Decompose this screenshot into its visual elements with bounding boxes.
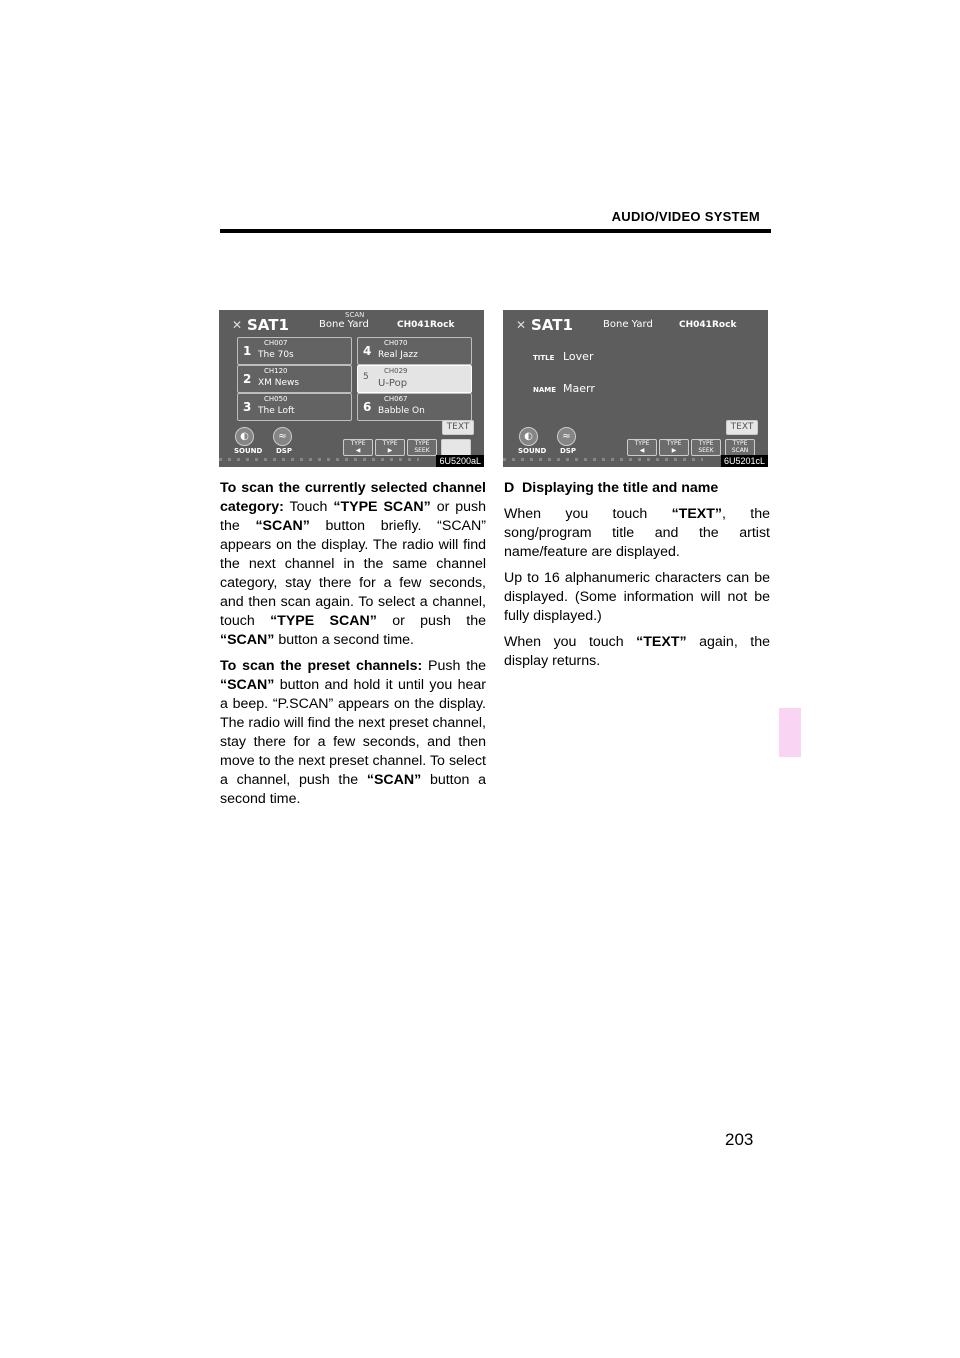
type-label: TYPE [382,440,398,447]
preset-number: 3 [243,400,252,414]
preset-channel: CH120 [264,367,288,375]
text-run: button and hold it until you hear a beep. “P.SCAN” appears on the display. The radio will find the next preset channel, stay there for a few seconds, and then move to the next preset channel. To select a channel, push the [220,677,486,788]
type-label: TYPE [350,440,366,447]
text-run: When you touch [504,506,672,522]
section-title: AUDIO/VIDEO SYSTEM [611,209,760,224]
sound-label: SOUND [234,447,263,455]
key-term: “SCAN” [220,677,275,693]
scan-category-paragraph [220,479,486,650]
type-label: TYPE [414,440,430,447]
characters-paragraph: Up to 16 alphanumeric characters can be displayed. (Some information will not be fully displayed.) [504,570,770,624]
key-term: “TEXT” [671,506,723,522]
key-term: “SCAN” [366,772,422,788]
dsp-label: DSP [276,447,292,455]
preset-channel: CH050 [264,395,288,403]
preset-number: 1 [243,344,252,358]
preset-number: 2 [243,372,252,386]
preset-button-6[interactable] [357,393,472,421]
text-run: When you touch [504,634,637,650]
scan-indicator: SCAN [345,311,365,319]
channel-category: Rock [712,320,737,330]
text-run: Touch [283,499,334,515]
preset-button-5[interactable] [357,365,472,393]
type-seek-button[interactable] [691,439,721,456]
text-button[interactable]: TEXT [726,420,758,435]
type-seek-button[interactable] [407,439,437,456]
type-scan-button[interactable] [441,439,471,456]
preset-name: U-Pop [378,378,408,389]
text-run: button briefly. “SCAN” appears on the display. The radio will find the next channel in the same channel category, stay there for a few seconds, and then scan again. To select a channel, touch [220,518,486,629]
figure-code: 6U5201cL [721,455,768,467]
name-value: Maerr [563,382,595,395]
heading-text: Displaying the title and name [522,480,719,496]
text-run: or push the [376,613,486,629]
dsp-icon: ≈ [562,431,571,442]
seek-label: SEEK [698,447,714,454]
preset-name: Babble On [378,406,425,416]
preset-number: 5 [363,372,369,382]
preset-name: The Loft [258,406,295,416]
sound-button[interactable] [519,427,538,446]
right-arrow-icon: ▶ [671,447,677,454]
text-run: Push the [422,658,486,674]
sound-icon: ◐ [524,431,533,442]
channel-number: CH041 [397,320,430,330]
screen-footer-line [503,458,703,461]
preset-number: 6 [363,400,372,414]
preset-channel: CH007 [264,339,288,347]
text-button[interactable]: TEXT [442,420,474,435]
header-rule [220,229,771,233]
type-scan-button[interactable] [725,439,755,456]
side-tab [779,708,801,757]
left-column-text [220,479,486,816]
lead-heading: To scan the preset channels: [220,658,423,674]
left-arrow-icon: ◀ [639,447,645,454]
type-right-button[interactable] [375,439,405,456]
type-label: TYPE [698,440,714,447]
preset-button-4[interactable] [357,337,472,365]
text-display-paragraph [504,505,770,562]
type-left-button[interactable] [627,439,657,456]
band-label: SAT1 [531,316,573,334]
left-arrow-icon: ◀ [355,447,361,454]
type-right-button[interactable] [659,439,689,456]
channel-category: Rock [430,320,455,330]
satellite-icon: ✕ [516,318,527,332]
page-number: 203 [725,1130,754,1149]
band-label: SAT1 [247,316,289,334]
type-label: TYPE [634,440,650,447]
sound-icon: ◐ [240,431,249,442]
preset-button-1[interactable] [237,337,352,365]
satellite-icon: ✕ [232,318,243,332]
preset-name: XM News [258,378,300,388]
key-term: “TEXT” [636,634,687,650]
dsp-label: DSP [560,447,576,455]
scan-label: SCAN [731,447,749,454]
dsp-icon: ≈ [278,431,287,442]
radio-preset-screen [219,310,484,467]
right-column-text [504,479,770,678]
name-label: NAME [533,386,557,394]
preset-name: Real Jazz [378,350,418,360]
key-term: “TYPE SCAN” [333,499,431,515]
key-term: “SCAN” [220,632,275,648]
type-label: TYPE [732,440,748,447]
dsp-button[interactable] [273,427,292,446]
station-name: Bone Yard [319,319,369,330]
figure-code: 6U5200aL [436,455,484,467]
title-value: Lover [563,350,594,363]
text-run: , the song/program title and the artist name/feature are displayed. [504,506,771,560]
text-run: button a second time. [274,632,414,648]
preset-name: The 70s [258,350,294,360]
channel-number: CH041 [679,320,712,330]
type-label: TYPE [666,440,682,447]
sound-label: SOUND [518,447,547,455]
type-left-button[interactable] [343,439,373,456]
screen-footer-line [219,458,419,461]
station-name: Bone Yard [603,319,653,330]
scan-preset-paragraph [220,657,486,809]
lead-heading: To scan the currently selected channel category: [220,480,486,515]
preset-number: 4 [363,344,372,358]
preset-channel: CH067 [384,395,408,403]
text-run: again, the display returns. [504,634,770,669]
title-label: TITLE [533,354,555,362]
preset-button-2[interactable] [237,365,352,393]
seek-label: SEEK [414,447,430,454]
preset-channel: CH070 [384,339,408,347]
right-arrow-icon: ▶ [387,447,393,454]
key-term: “TYPE SCAN” [270,613,377,629]
text-run: or push the [220,499,487,534]
dsp-button[interactable] [557,427,576,446]
text-run: button a second time. [220,772,486,807]
radio-text-screen [503,310,768,467]
sound-button[interactable] [235,427,254,446]
key-term: “SCAN” [255,518,310,534]
text-return-paragraph [504,633,770,671]
section-heading [504,479,770,498]
preset-button-3[interactable] [237,393,352,421]
preset-channel: CH029 [384,367,408,375]
bullet-icon: D [504,480,515,496]
